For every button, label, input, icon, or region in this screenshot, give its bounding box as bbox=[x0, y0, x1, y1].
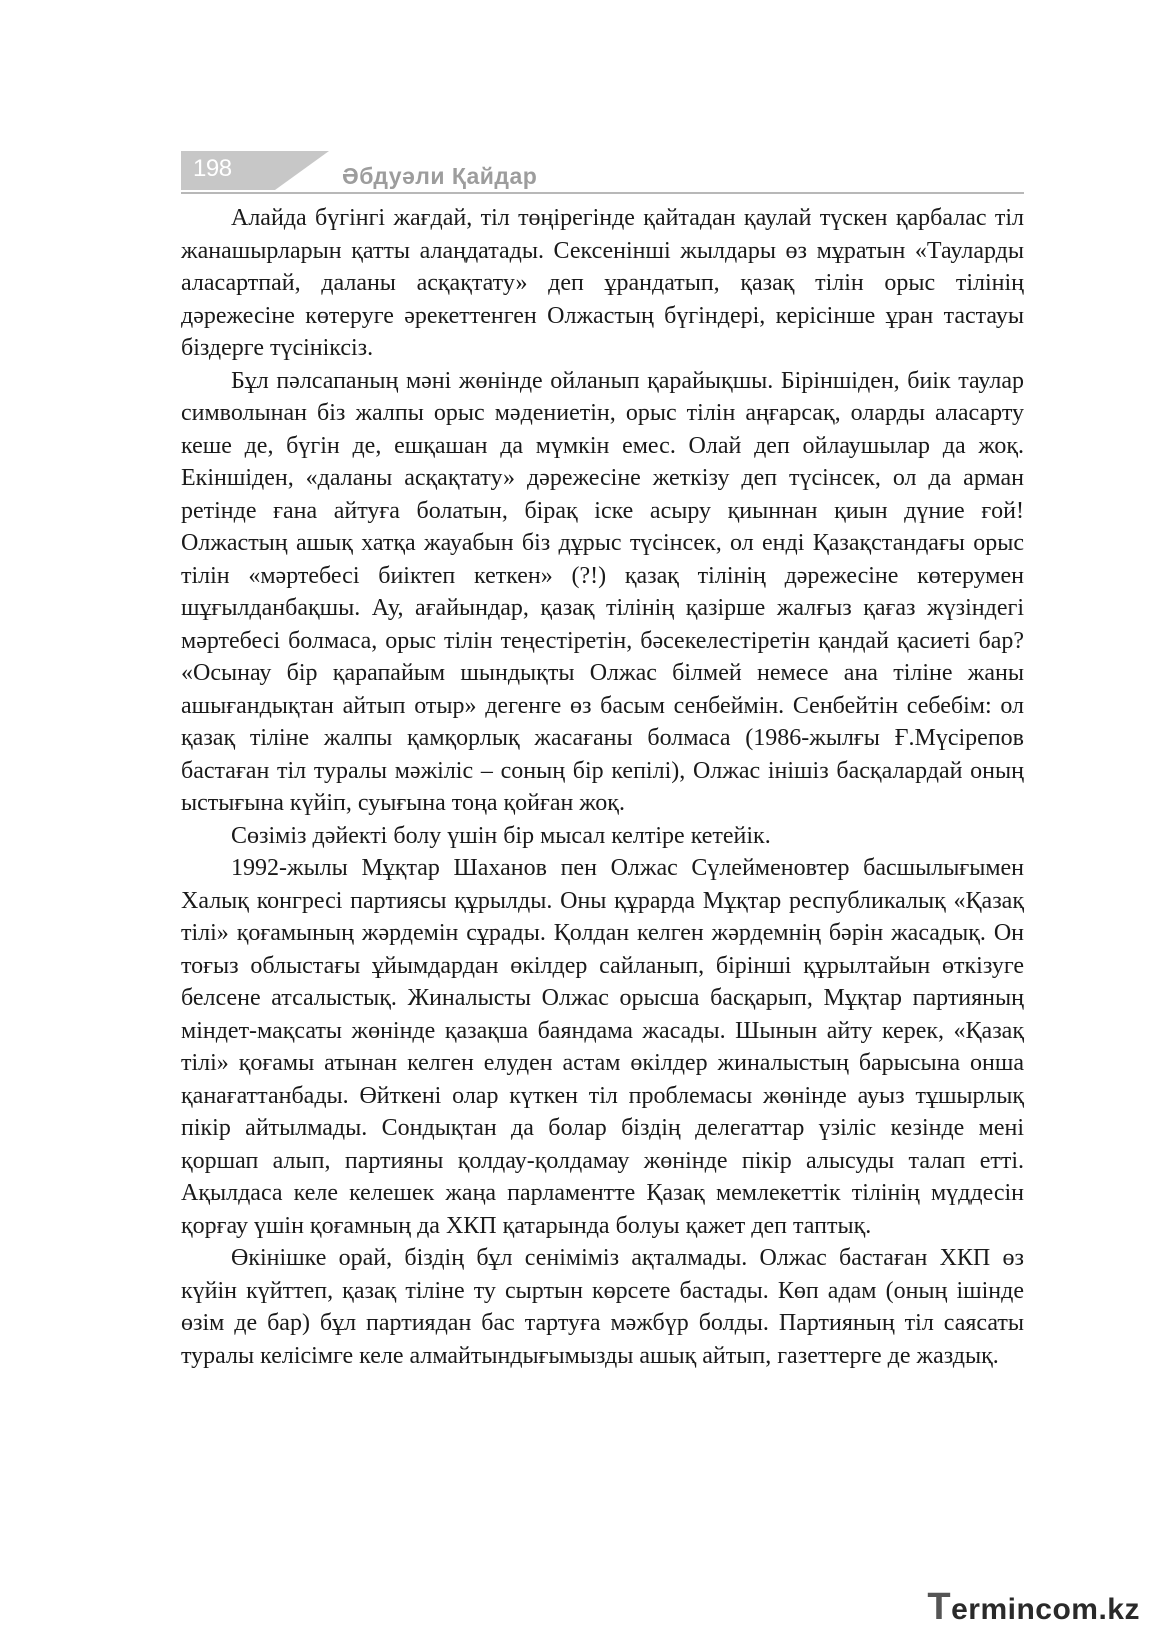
watermark-text-start: erminc bbox=[951, 1593, 1053, 1626]
header-tab-shape bbox=[275, 151, 329, 190]
watermark-letter-t: T bbox=[927, 1586, 952, 1628]
header-rule bbox=[181, 192, 1024, 194]
watermark-text-o: o bbox=[1052, 1593, 1072, 1626]
paragraph: Сөзіміз дәйекті болу үшін бір мысал келтіре кетейік. bbox=[231, 822, 771, 849]
page-number: 198 bbox=[193, 155, 232, 182]
paragraph: Өкінішке орай, біздің бұл сеніміміз ақталмады. Олжас бастаған ХКП өз күйін күйттеп, қазақ тіліне ту сыртын көрсете бастады. Көп адам (оның ішінде өзім де бар) бұл партиядан бас тартуға мәжбүр болды. Партияның тіл саясаты туралы келісімге келе алмайтындығымызды ашық айтып, газеттерге де жаздық. bbox=[181, 1245, 1024, 1369]
paragraph: Бұл пәлсапаның мәні жөнінде ойланып қарайықшы. Біріншіден, биік таулар символынан біз жалпы орыс мәдениетін, орыс тілін аңғарсақ, оларды аласарту кеше де, бүгін де, ешқашан да мүмкін емес. Олай деп ойлаушылар да жоқ. Екіншіден, «даланы асқақтату» дәрежесіне жеткізу деп түсінсек, ол да арман ретінде ғана айтуға болатын, бірақ іске асыру қиыннан қиын дүние ғой! Олжастың ашық хатқа жауабын біз дұрыс түсінсек, ол енді Қазақстандағы орыс тілін «мәртебесі биіктеп кеткен» (?!) қазақ тілінің дәрежесіне көтерумен шұғылданбақшы. Ау, ағайындар, қазақ тілінің қазірше жалғыз қағаз жүзіндегі мәртебесі болмаса, орыс тілін теңестіретін, бәсекелестіретін қандай қасиеті бар? «Осынау бір қарапайым шындықты Олжас білмей немесе ана тіліне жаны ашығандықтан айтып отыр» дегенге өз басым сенбеймін. Сенбейтін себебім: ол қазақ тіліне жалпы қамқорлық жасағаны болмаса (1986-жылғы Ғ.Мүсірепов бастаған тіл туралы мәжіліс – соның бір кепілі), Олжас інішіз басқалардай оның ыстығына күйіп, суығына тоңа қойған жоқ. bbox=[181, 367, 1024, 816]
paragraph: Алайда бүгінгі жағдай, тіл төңірегінде қайтадан қаулай түскен қарбалас тіл жанашырларын қатты алаңдатады. Сексенінші жылдары өз мұратын «Тауларды аласартпай, даланы асқақтату» деп ұрандатып, қазақ тілін орыс тілінің дәрежесіне көтеруге әрекеттенген Олжастың бүгіндері, керісінше ұран тастауы біздерге түсініксіз. bbox=[181, 205, 1024, 361]
header-author: Әбдуәли Қайдар bbox=[342, 163, 538, 189]
watermark-logo bbox=[927, 1586, 1140, 1629]
watermark-text-end: m.kz bbox=[1071, 1593, 1140, 1626]
page-number-box bbox=[181, 151, 275, 190]
paragraph: 1992-жылы Мұқтар Шаханов пен Олжас Сүлейменовтер басшылығымен Халық конгресі партиясы құрылды. Оны құрарда Мұқтар республикалық «Қазақ тілі» қоғамының жәрдемін сұрады. Қолдан келген жәрдемнің бәрін жасадық. Он тоғыз облыстағы ұйымдардан өкілдер сайланып, бірінші құрылтайын өткізуге белсене атсалыстық. Жиналысты Олжас орысша басқарып, Мұқтар партияның міндет-мақсаты жөнінде қазақша баяндама жасады. Шынын айту керек, «Қазақ тілі» қоғамы атынан келген елуден астам өкілдер жиналыстың барысына онша қанағаттанбады. Өйткені олар күткен тіл проблемасы жөнінде ауыз тұшырлық пікір айтылмады. Сондықтан да болар біздің делегаттар үзіліс кезінде мені қоршап алып, партияны қолдау-қолдамау жөнінде пікір алысуды талап етті. Ақылдаса келе келешек жаңа парламентте Қазақ мемлекеттік тілінің мүддесін қорғау үшін қоғамның да ХКП қатарында болуы қажет деп таптық. bbox=[181, 855, 1024, 1239]
body-text bbox=[181, 202, 1024, 1372]
running-header bbox=[181, 151, 1024, 195]
